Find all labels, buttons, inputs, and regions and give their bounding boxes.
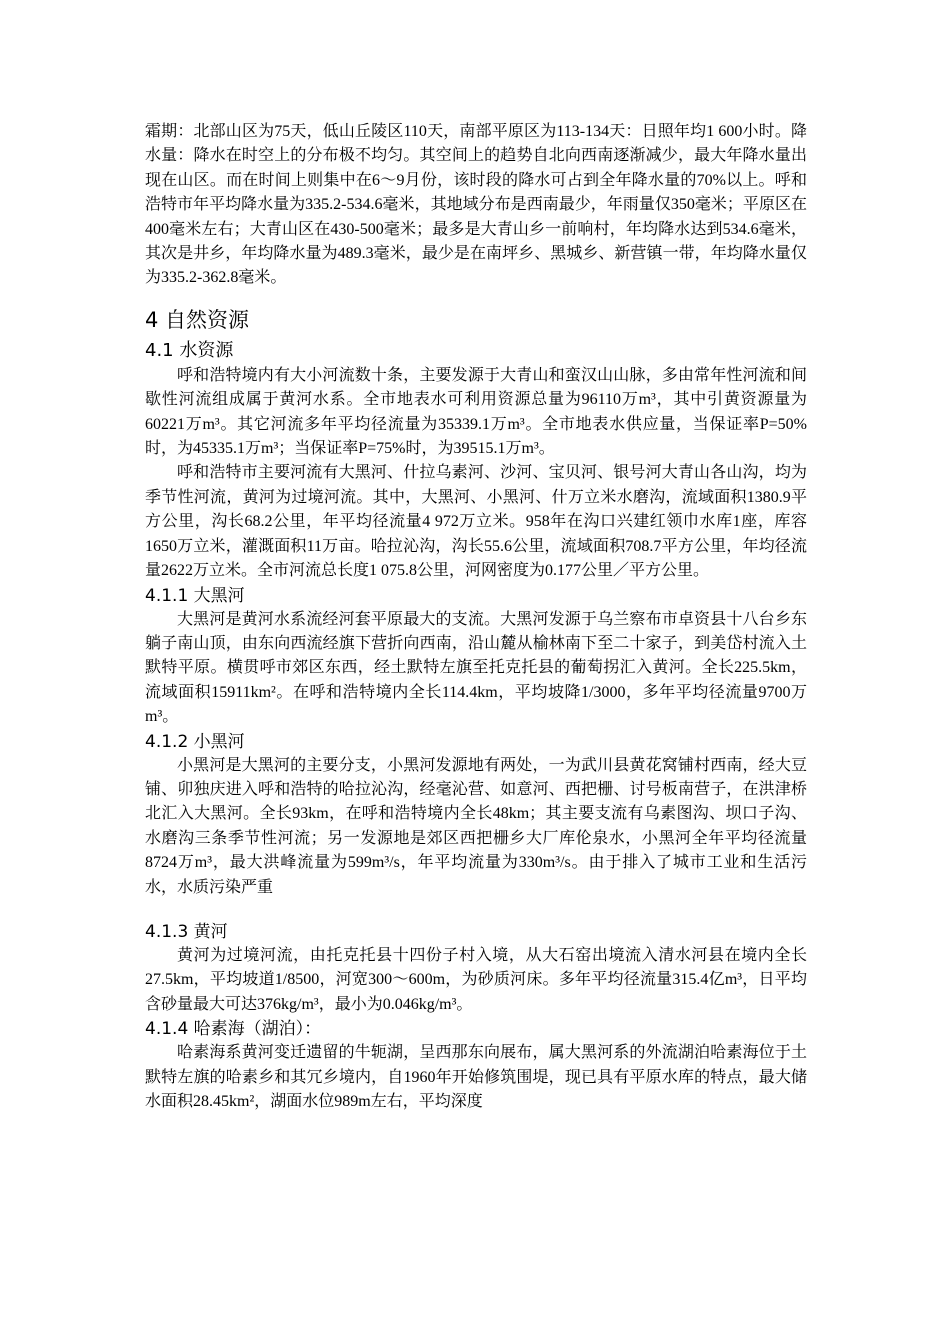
water-resources-paragraph-2: 呼和浩特市主要河流有大黑河、什拉乌素河、沙河、宝贝河、银号河大青山各山沟，均为季节性河流，黄河为过境河流。其中，大黑河、小黑河、什万立米水磨沟，流域面积1380.9平方公里，沟长68.2公里，年平均径流量4 972万立米。958年在沟口兴建红领巾水库1座，库容1650万立米，灌溉面积11万亩。哈拉沁沟，沟长55.6公里，流域面积708.7平方公里，年均径流量2622万立米。全市河流总长度1 075.8公里，河网密度为0.177公里／平方公里。: [145, 464, 807, 580]
water-resources-paragraph-1: 呼和浩特境内有大小河流数十条，主要发源于大青山和蛮汉山山脉，多由常年性河流和间歇性河流组成属于黄河水系。全市地表水可利用资源总量为96110万m³，其中引黄资源量为60221万m³。其它河流多年平均径流量为35339.1万m³。全市地表水供应量，当保证率P=50%时，为45335.1万m³；当保证率P=75%时，为39515.1万m³。: [145, 366, 807, 458]
section-4-1-3-heading: 4.1.3 黄河: [145, 921, 228, 942]
xiaohei-river-paragraph: 小黑河是大黑河的主要分支，小黑河发源地有两处，一为武川县黄花窝铺村西南，经大豆铺、卯独庆进入呼和浩特的哈拉沁沟，经毫沁营、如意河、西把栅、讨号板南营子，在洪津桥北汇入大黑河。全长93km，在呼和浩特境内全长48km；其主要支流有乌素图沟、坝口子沟、水磨沟三条季节性河流；另一发源地是郊区西把栅乡大厂库伦泉水，小黑河全年平均径流量8724万m³，最大洪峰流量为599m³/s，年平均流量为330m³/s。由于排入了城市工业和生活污水，水质污染严重: [145, 756, 807, 896]
section-4-heading: 4 自然资源: [145, 307, 250, 332]
section-4-1-1-heading: 4.1.1 大黑河: [145, 585, 245, 606]
section-4-1-2-heading: 4.1.2 小黑河: [145, 731, 245, 752]
spacer: [145, 900, 807, 920]
yellow-river-paragraph: 黄河为过境河流，由托克托县十四份子村入境，从大石窑出境流入清水河县在境内全长27.5km，平均坡道1/8500，河宽300～600m，为砂质河床。多年平均径流量315.4亿m³，日平均含砂量最大可达376kg/m³，最小为0.046kg/m³。: [145, 946, 807, 1013]
hasuhai-lake-paragraph: 哈素海系黄河变迁遗留的牛轭湖，呈西那东向展布，属大黑河系的外流湖泊哈素海位于土默特左旗的哈素乡和其冗乡境内，自1960年开始修筑围堤，现已具有平原水库的特点，最大储水面积28.45km²，湖面水位989m左右，平均深度: [145, 1044, 807, 1110]
section-4-1-4-heading: 4.1.4 哈素海（湖泊）：: [145, 1019, 322, 1040]
document-page: [145, 120, 807, 1114]
climate-paragraph: 霜期：北部山区为75天，低山丘陵区110天，南部平原区为113-134天：日照年均1 600小时。降水量：降水在时空上的分布极不均匀。其空间上的趋势自北向西南逐渐减少，最大年降水量出现在山区。而在时间上则集中在6～9月份，该时段的降水可占到全年降水量的70%以上。呼和浩特市年平均降水量为335.2-534.6毫米，其地域分布是西南最少，年雨量仅350毫米；平原区在400毫米左右；大青山区在430-500毫米；最多是大青山乡一前响村，年均降水达到534.6毫米，其次是井乡，年均降水量为489.3毫米，最少是在南坪乡、黑城乡、新营镇一带，年均降水量仅为335.2-362.8毫米。: [145, 123, 807, 287]
dahei-river-paragraph: 大黑河是黄河水系流经河套平原最大的支流。大黑河发源于乌兰察布市卓资县十八台乡东躺子南山顶，由东向西流经旗下营折向西南，沿山麓从榆林南下至二十家子，到美岱村流入土默特平原。横贯呼市郊区东西，经土默特左旗至托克托县的葡萄拐汇入黄河。全长225.5km，流域面积15911km²。在呼和浩特境内全长114.4km，平均坡降1/3000，多年平均径流量9700万m³。: [145, 610, 807, 726]
section-4-1-heading: 4.1 水资源: [145, 339, 234, 361]
